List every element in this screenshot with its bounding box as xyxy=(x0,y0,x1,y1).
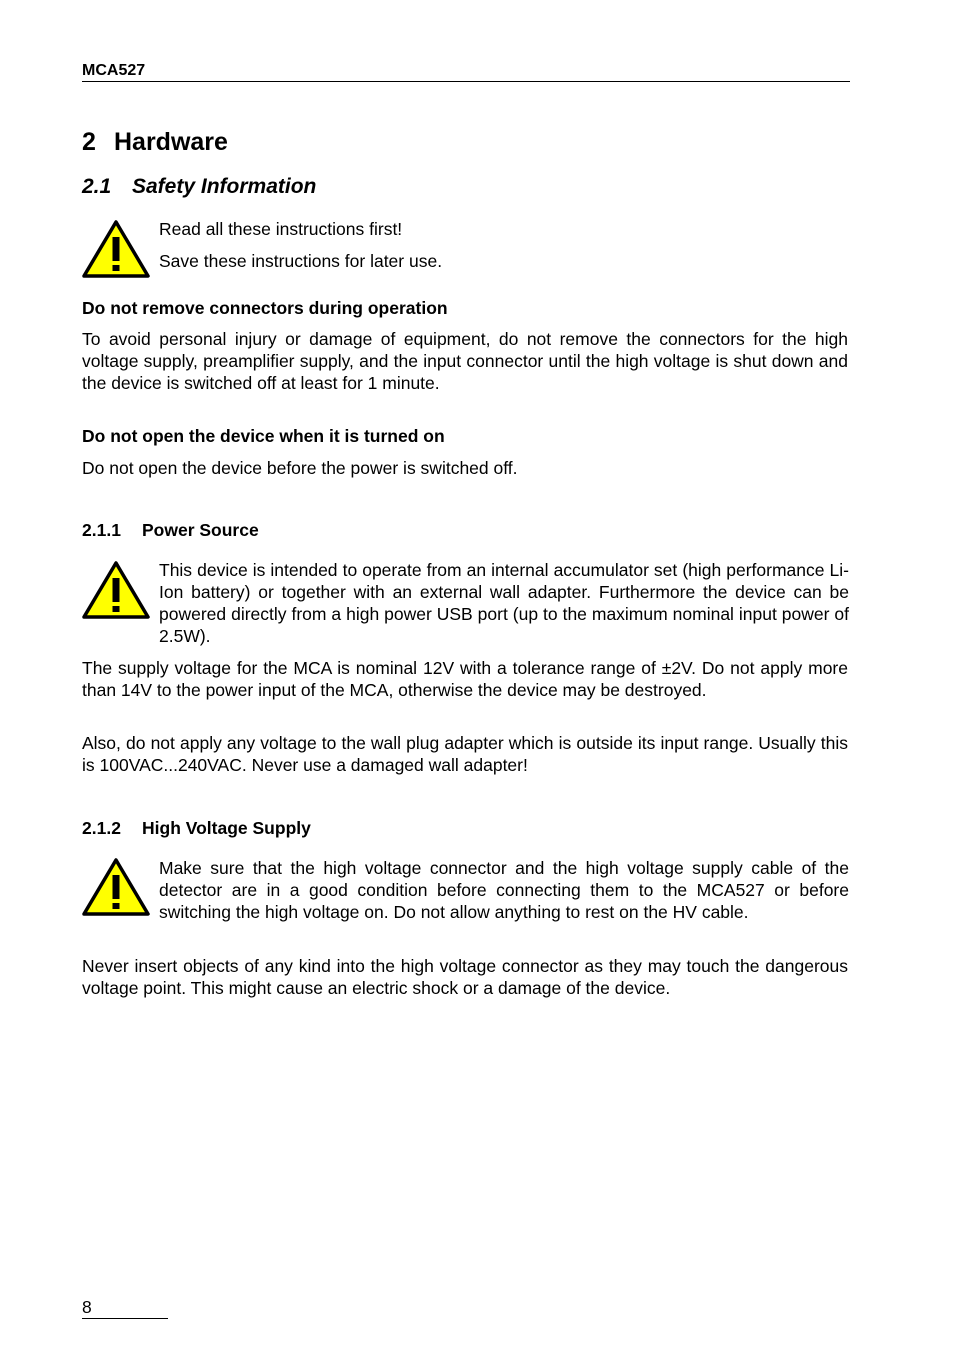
section-heading xyxy=(82,174,316,200)
power-source-para-1: The supply voltage for the MCA is nominal 12V with a tolerance range of ±2V. Do not apply more than 14V to the power input of the MCA, otherwise the device may be destroyed. xyxy=(82,658,848,700)
warning-triangle-icon xyxy=(82,560,150,620)
section-number: 2.1 xyxy=(82,175,112,198)
hv-supply-para-1: Never insert objects of any kind into the high voltage connector as they may touch the dangerous voltage point. This might cause an electric shock or a damage of the device. xyxy=(82,956,848,998)
hv-supply-title: High Voltage Supply xyxy=(142,818,311,838)
open-device-body: Do not open the device before the power is switched off. xyxy=(82,458,518,478)
chapter-heading xyxy=(82,127,228,157)
intro-line-2: Save these instructions for later use. xyxy=(159,251,443,271)
warning-triangle-icon xyxy=(82,219,150,279)
page-number: 8 xyxy=(82,1296,168,1319)
hv-supply-number: 2.1.2 xyxy=(82,818,121,838)
open-device-heading: Do not open the device when it is turned on xyxy=(82,426,445,446)
chapter-title: Hardware xyxy=(114,128,228,156)
power-source-heading xyxy=(82,519,259,541)
power-source-number: 2.1.1 xyxy=(82,520,121,540)
intro-line-1: Read all these instructions first! xyxy=(159,219,403,239)
warning-triangle-icon xyxy=(82,857,150,917)
power-source-title: Power Source xyxy=(142,520,259,540)
power-source-para-2: Also, do not apply any voltage to the wall plug adapter which is outside its input range. Usually this is 100VAC...240VAC. Never use a damaged wall adapter! xyxy=(82,733,848,775)
power-source-warning: This device is intended to operate from an internal accumulator set (high performance Li-Ion battery) or together with an external wall adapter. Furthermore the device can be powered directly from a high power USB port (up to the maximum nominal input power of 2.5W). xyxy=(159,560,849,646)
running-header: MCA527 xyxy=(82,61,850,82)
hv-supply-warning: Make sure that the high voltage connector and the high voltage supply cable of the detector are in a good condition before connecting them to the MCA527 or before switching the high voltage on. Do not allow anything to rest on the HV cable. xyxy=(159,858,849,922)
hv-supply-heading xyxy=(82,817,311,839)
connectors-body: To avoid personal injury or damage of equipment, do not remove the connectors for the high voltage supply, preamplifier supply, and the input connector until the high voltage is shut down and the device is switched off at least for 1 minute. xyxy=(82,329,848,393)
connectors-heading: Do not remove connectors during operation xyxy=(82,298,448,318)
chapter-number: 2 xyxy=(82,128,96,156)
section-title: Safety Information xyxy=(132,175,317,198)
